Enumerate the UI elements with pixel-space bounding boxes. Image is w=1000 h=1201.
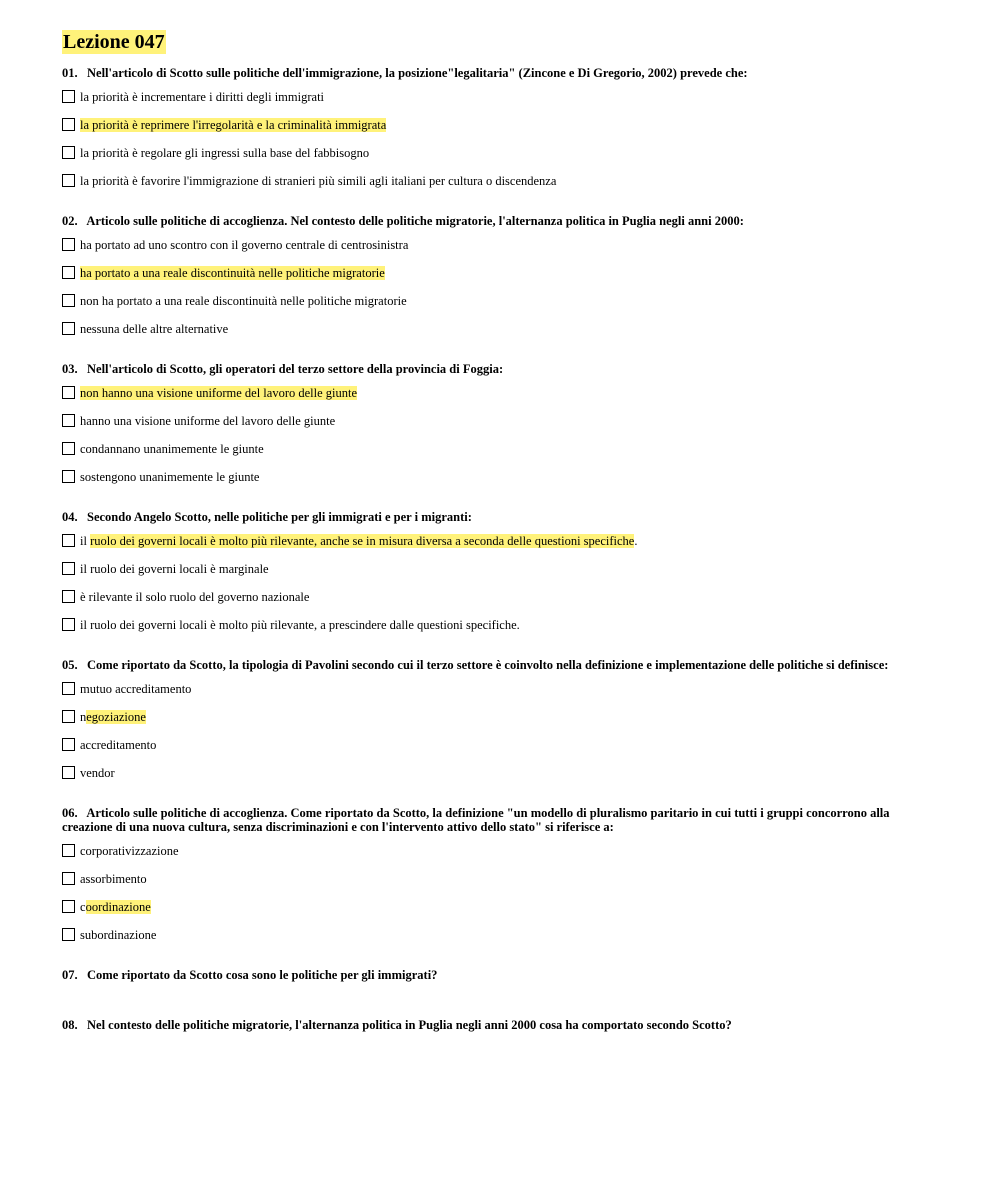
highlighted-answer: non hanno una visione uniforme del lavoro delle giunte: [80, 386, 358, 400]
answer-option[interactable]: [62, 738, 942, 766]
answer-option[interactable]: [62, 470, 942, 498]
answer-option[interactable]: [62, 146, 942, 174]
answer-option[interactable]: [62, 872, 942, 900]
answer-option-text: [80, 89, 324, 105]
checkbox-icon[interactable]: [62, 174, 75, 187]
checkbox-icon[interactable]: [62, 322, 75, 335]
answer-option[interactable]: [62, 90, 942, 118]
checkbox-icon[interactable]: [62, 710, 75, 723]
highlighted-answer: oordinazione: [85, 900, 151, 914]
answer-option[interactable]: [62, 118, 942, 146]
answer-text-post: è rilevante il solo ruolo del governo nazionale: [80, 590, 310, 604]
answer-text-post: corporativizzazione: [80, 844, 179, 858]
question-01: [62, 66, 942, 214]
answer-text-pre: n: [80, 710, 87, 724]
answer-text-post: la priorità è incrementare i diritti degli immigrati: [80, 90, 325, 104]
answer-option-text: [80, 927, 156, 943]
answer-option-text: [80, 293, 407, 309]
question-spacer: [62, 202, 942, 214]
answer-option-text: [80, 413, 335, 429]
question-spacer: [62, 350, 942, 362]
question-number: 05.: [62, 658, 78, 672]
question-08: [62, 1018, 942, 1068]
answer-text-post: vendor: [80, 766, 115, 780]
checkbox-icon[interactable]: [62, 682, 75, 695]
answer-option-text: [80, 321, 228, 337]
checkbox-icon[interactable]: [62, 238, 75, 251]
checkbox-icon[interactable]: [62, 590, 75, 603]
highlighted-answer: egoziazione: [86, 710, 146, 724]
answer-option[interactable]: [62, 928, 942, 956]
question-number: 02.: [62, 214, 78, 228]
answer-option-text: [80, 709, 146, 725]
question-prompt: Nel contesto delle politiche migratorie, l'alternanza politica in Puglia negli anni 2000 cosa ha comportato secondo Scotto?: [87, 1018, 732, 1032]
question-text: [62, 66, 942, 80]
question-text: [62, 1018, 942, 1032]
checkbox-icon[interactable]: [62, 738, 75, 751]
checkbox-icon[interactable]: [62, 844, 75, 857]
question-spacer: [62, 498, 942, 510]
answer-option[interactable]: [62, 174, 942, 202]
checkbox-icon[interactable]: [62, 90, 75, 103]
answer-option[interactable]: [62, 562, 942, 590]
checkbox-icon[interactable]: [62, 470, 75, 483]
answer-option-text: [80, 561, 269, 577]
question-prompt: Secondo Angelo Scotto, nelle politiche per gli immigrati e per i migranti:: [87, 510, 472, 524]
answer-option[interactable]: [62, 618, 942, 646]
answer-option-text: [80, 589, 309, 605]
question-02: [62, 214, 942, 362]
answer-option-text: [80, 173, 556, 189]
question-06: [62, 806, 942, 968]
checkbox-icon[interactable]: [62, 386, 75, 399]
question-number: 08.: [62, 1018, 78, 1032]
answer-option[interactable]: [62, 710, 942, 738]
question-list: [62, 66, 942, 1068]
answer-option-text: [80, 469, 259, 485]
question-text: [62, 968, 942, 982]
answer-text-post: mutuo accreditamento: [80, 682, 192, 696]
answer-option-text: [80, 265, 385, 281]
checkbox-icon[interactable]: [62, 442, 75, 455]
checkbox-icon[interactable]: [62, 146, 75, 159]
answer-option-text: [80, 681, 191, 697]
document-page: [62, 30, 942, 1068]
answer-option[interactable]: [62, 238, 942, 266]
checkbox-icon[interactable]: [62, 618, 75, 631]
question-number: 07.: [62, 968, 78, 982]
answer-option[interactable]: [62, 294, 942, 322]
highlighted-answer: ha portato a una reale discontinuità nelle politiche migratorie: [80, 266, 385, 280]
answer-text-post: sostengono unanimemente le giunte: [80, 470, 260, 484]
answer-text-post: non ha portato a una reale discontinuità nelle politiche migratorie: [80, 294, 407, 308]
answer-option-text: [80, 441, 264, 457]
answer-option[interactable]: [62, 900, 942, 928]
checkbox-icon[interactable]: [62, 766, 75, 779]
question-05: [62, 658, 942, 806]
answer-option-text: [80, 533, 637, 549]
answer-option[interactable]: [62, 386, 942, 414]
answer-text-post: .: [634, 534, 638, 548]
answer-text-post: nessuna delle altre alternative: [80, 322, 229, 336]
checkbox-icon[interactable]: [62, 928, 75, 941]
question-prompt: Come riportato da Scotto cosa sono le politiche per gli immigrati?: [87, 968, 438, 982]
answer-option-text: [80, 145, 369, 161]
answer-text-post: hanno una visione uniforme del lavoro delle giunte: [80, 414, 336, 428]
answer-option-text: [80, 843, 179, 859]
highlighted-answer: la priorità è reprimere l'irregolarità e la criminalità immigrata: [80, 118, 387, 132]
question-spacer: [62, 956, 942, 968]
answer-text-pre: il: [80, 534, 91, 548]
question-prompt: Come riportato da Scotto, la tipologia di Pavolini secondo cui il terzo settore è coinvolto nella definizione e implementazione delle politiche si definisce:: [87, 658, 889, 672]
answer-option[interactable]: [62, 266, 942, 294]
question-text: [62, 806, 942, 834]
answer-text-post: accreditamento: [80, 738, 157, 752]
answer-text-post: ha portato ad uno scontro con il governo centrale di centrosinistra: [80, 238, 409, 252]
answer-option[interactable]: [62, 766, 942, 794]
question-spacer: [62, 646, 942, 658]
answer-text-post: assorbimento: [80, 872, 147, 886]
answer-option-text: [80, 117, 386, 133]
answer-option[interactable]: [62, 442, 942, 470]
answer-option[interactable]: [62, 844, 942, 872]
question-spacer: [62, 794, 942, 806]
page-title: Lezione 047: [63, 31, 165, 53]
checkbox-icon[interactable]: [62, 118, 75, 131]
question-number: 04.: [62, 510, 78, 524]
question-number: 03.: [62, 362, 78, 376]
checkbox-icon[interactable]: [62, 414, 75, 427]
question-prompt: Nell'articolo di Scotto, gli operatori del terzo settore della provincia di Foggia:: [87, 362, 504, 376]
question-spacer: [62, 1042, 942, 1068]
checkbox-icon[interactable]: [62, 294, 75, 307]
answer-option-text: [80, 617, 520, 633]
answer-option[interactable]: [62, 534, 942, 562]
answer-text-pre: c: [80, 900, 86, 914]
question-text: [62, 214, 942, 228]
answer-text-post: la priorità è regolare gli ingressi sulla base del fabbisogno: [80, 146, 370, 160]
question-04: [62, 510, 942, 658]
answer-text-post: condannano unanimemente le giunte: [80, 442, 264, 456]
answer-text-post: il ruolo dei governi locali è molto più rilevante, a prescindere dalle questioni specifiche.: [80, 618, 520, 632]
checkbox-icon[interactable]: [62, 266, 75, 279]
answer-option-text: [80, 871, 147, 887]
question-text: [62, 510, 942, 524]
question-number: 01.: [62, 66, 78, 80]
answer-text-post: il ruolo dei governi locali è marginale: [80, 562, 269, 576]
question-07: [62, 968, 942, 1018]
question-03: [62, 362, 942, 510]
question-prompt: Articolo sulle politiche di accoglienza. Nel contesto delle politiche migratorie, l'alternanza politica in Puglia negli anni 2000:: [86, 214, 744, 228]
answer-option-text: [80, 385, 357, 401]
answer-option[interactable]: [62, 414, 942, 442]
question-text: [62, 362, 942, 376]
checkbox-icon[interactable]: [62, 872, 75, 885]
answer-option-text: [80, 237, 408, 253]
answer-option[interactable]: [62, 682, 942, 710]
answer-option-text: [80, 765, 115, 781]
answer-text-post: la priorità è favorire l'immigrazione di stranieri più simili agli italiani per cultura o discendenza: [80, 174, 557, 188]
question-text: [62, 658, 942, 672]
answer-option[interactable]: [62, 590, 942, 618]
question-number: 06.: [62, 806, 78, 820]
answer-option-text: [80, 899, 151, 915]
answer-option[interactable]: [62, 322, 942, 350]
question-spacer: [62, 992, 942, 1018]
highlighted-answer: ruolo dei governi locali è molto più rilevante, anche se in misura diversa a seconda delle questioni specifiche: [90, 534, 635, 548]
checkbox-icon[interactable]: [62, 900, 75, 913]
answer-text-post: subordinazione: [80, 928, 157, 942]
question-prompt: Articolo sulle politiche di accoglienza. Come riportato da Scotto, la definizione "un modello di pluralismo paritario in cui tutti i gruppi concorrono alla creazione di una nuova cultura, senza discriminazioni e con l'intervento attivo dello stato" si riferisce a:: [62, 806, 893, 834]
checkbox-icon[interactable]: [62, 562, 75, 575]
answer-option-text: [80, 737, 156, 753]
checkbox-icon[interactable]: [62, 534, 75, 547]
question-prompt: Nell'articolo di Scotto sulle politiche dell'immigrazione, la posizione"legalitaria" (Zincone e Di Gregorio, 2002) prevede che:: [87, 66, 748, 80]
